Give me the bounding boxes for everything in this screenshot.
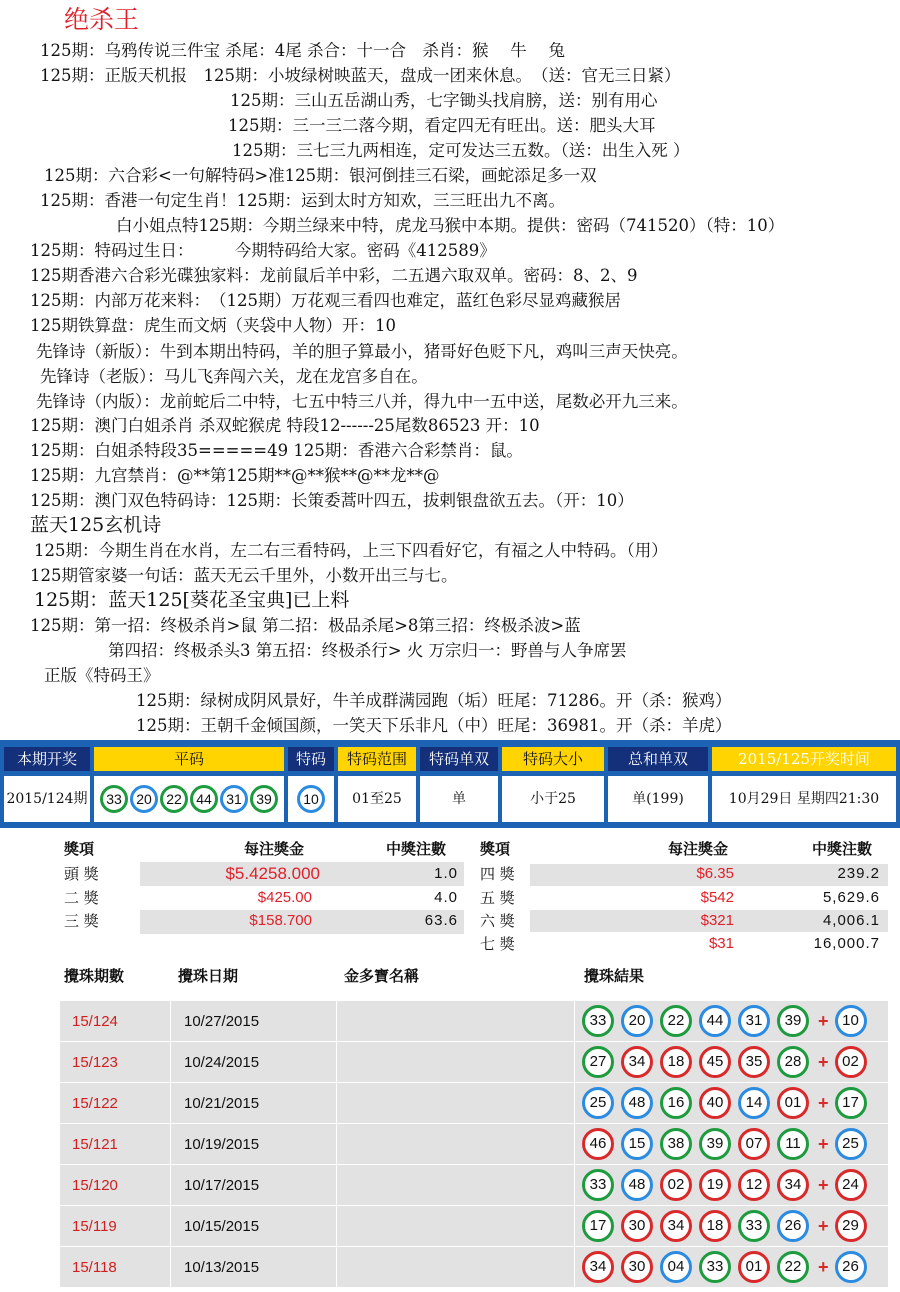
- result-ball: 35: [738, 1046, 770, 1078]
- prize-count: 16,000.7: [813, 935, 880, 952]
- prize-header: 中獎注數: [386, 840, 447, 858]
- history-header: 金多寶名稱: [344, 967, 420, 985]
- result-ball: 18: [699, 1210, 731, 1242]
- prize-name: 頭 獎: [64, 865, 99, 883]
- draw-result: [582, 1251, 874, 1283]
- result-ball: 33: [699, 1251, 731, 1283]
- tip-line: 125期：乌鸦传说三件宝 杀尾：4尾 杀合：十一合 杀肖：猴 牛 兔: [40, 41, 565, 60]
- number-ball: 33: [100, 785, 128, 813]
- draw-period: 15/124: [72, 1013, 118, 1030]
- prize-header: 每注獎金: [244, 840, 305, 858]
- draw-date: 10/15/2015: [184, 1218, 260, 1235]
- result-ball: 48: [621, 1087, 653, 1119]
- result-ball: 33: [738, 1210, 770, 1242]
- result-ball: 34: [777, 1169, 809, 1201]
- number-ball: 44: [190, 785, 218, 813]
- draw-period: 15/121: [72, 1136, 118, 1153]
- result-ball: 01: [738, 1251, 770, 1283]
- draw-period: 15/123: [72, 1054, 118, 1071]
- plus-sign: +: [818, 1215, 829, 1236]
- tip-line: 125期香港六合彩光碟独家料：龙前鼠后羊中彩，二五遇六取双单。密码：8、2、9: [30, 266, 638, 285]
- tip-line: 第四招：终极杀头3 第五招：终极杀行> 火 万宗归一：野兽与人争席罢: [108, 641, 627, 660]
- number-ball: 20: [130, 785, 158, 813]
- draw-date: 10/24/2015: [184, 1054, 260, 1071]
- tip-line: 白小姐点特125期：今期兰绿来中特，虎龙马猴中本期。提供：密码（741520）（特：10）: [116, 216, 785, 235]
- prize-count: 4,006.1: [822, 912, 880, 929]
- prize-name: 二 獎: [64, 889, 99, 907]
- tip-line: 125期：三七三九两相连，定可发达三五数。（送：出生入死 ）: [232, 141, 690, 160]
- tip-line: 125期：三一三二落今期，看定四无有旺出。送：肥头大耳: [228, 116, 656, 135]
- prize-count: 1.0: [434, 865, 458, 882]
- regular-numbers: [94, 776, 284, 822]
- draw-date: 10/27/2015: [184, 1013, 260, 1030]
- result-ball: 11: [777, 1128, 809, 1160]
- draw-time-value: 10月29日 星期四21:30: [712, 776, 896, 822]
- prize-amount: $158.700: [249, 912, 312, 929]
- table-row: [60, 1082, 888, 1123]
- prize-row: [0, 933, 900, 955]
- draw-result: [582, 1046, 874, 1078]
- number-ball: 22: [160, 785, 188, 813]
- tip-line: 125期：内部万花来料： （125期）万花观三看四也难定，蓝红色彩尽显鸡藏猴居: [30, 291, 621, 310]
- header-current-draw: 本期开奖: [4, 747, 90, 771]
- big-small-value: 小于25: [502, 776, 604, 822]
- prize-amount: $31: [708, 935, 734, 952]
- table-row: [60, 1164, 888, 1205]
- special-ball: 17: [835, 1087, 867, 1119]
- prize-row: [0, 863, 900, 885]
- special-ball: 29: [835, 1210, 867, 1242]
- tip-line: 正版《特码王》: [44, 666, 160, 685]
- history-header: 攪珠結果: [584, 967, 645, 985]
- table-row: [60, 1123, 888, 1164]
- result-ball: 28: [777, 1046, 809, 1078]
- number-ball: 39: [250, 785, 278, 813]
- prize-amount: $542: [700, 889, 734, 906]
- tip-line: 先锋诗（内版）：龙前蛇后二中特，七五中特三八并，得九中一五中送，尾数必开九三来。: [36, 392, 688, 411]
- result-ball: 07: [738, 1128, 770, 1160]
- prize-count: 239.2: [837, 865, 880, 882]
- header-special-number: 特码: [288, 747, 334, 771]
- table-row: [60, 1205, 888, 1246]
- result-ball: 39: [699, 1128, 731, 1160]
- prize-name: 五 獎: [480, 889, 515, 907]
- draw-date: 10/19/2015: [184, 1136, 260, 1153]
- special-ball: 02: [835, 1046, 867, 1078]
- table-row: [60, 1246, 888, 1287]
- tip-line: 125期：正版天机报 125期：小坡绿树映蓝天，盘成一团来休息。 （送：官无三日紧）: [40, 66, 681, 85]
- prize-amount: $5.4258.000: [225, 864, 320, 883]
- result-ball: 14: [738, 1087, 770, 1119]
- draw-date: 10/17/2015: [184, 1177, 260, 1194]
- special-ball: 24: [835, 1169, 867, 1201]
- special-ball: 10: [835, 1005, 867, 1037]
- result-ball: 31: [738, 1005, 770, 1037]
- result-ball: 34: [582, 1251, 614, 1283]
- draw-result: [582, 1005, 874, 1037]
- tip-line: 125期：香港一句定生肖！125期：运到太时方知欢，三三旺出九不离。: [40, 191, 565, 210]
- draw-date: 10/21/2015: [184, 1095, 260, 1112]
- tip-line: 125期：澳门白姐杀肖 杀双蛇猴虎 特段12------25尾数86523 开：10: [30, 416, 540, 435]
- plus-sign: +: [818, 1092, 829, 1113]
- result-ball: 15: [621, 1128, 653, 1160]
- result-ball: 34: [621, 1046, 653, 1078]
- prize-row: [0, 887, 900, 909]
- special-ball: 25: [835, 1128, 867, 1160]
- draw-period: 15/118: [72, 1259, 117, 1276]
- result-ball: 02: [660, 1169, 692, 1201]
- draw-info-bar: [0, 740, 900, 828]
- plus-sign: +: [818, 1256, 829, 1277]
- result-ball: 26: [777, 1210, 809, 1242]
- table-row: [60, 1000, 888, 1041]
- prize-amount: $425.00: [257, 889, 312, 906]
- result-ball: 04: [660, 1251, 692, 1283]
- result-ball: 27: [582, 1046, 614, 1078]
- tip-line: 125期：九宫禁肖：@**第125期**@**猴**@**龙**@: [30, 466, 440, 485]
- prize-header: 獎項: [64, 840, 95, 858]
- result-ball: 44: [699, 1005, 731, 1037]
- draw-period: 15/119: [72, 1218, 117, 1235]
- header-big-small: 特码大小: [502, 747, 604, 771]
- draw-date: 10/13/2015: [184, 1259, 260, 1276]
- special-number: [288, 776, 334, 822]
- header-odd-even: 特码单双: [420, 747, 498, 771]
- result-ball: 01: [777, 1087, 809, 1119]
- history-header: 攪珠日期: [178, 967, 239, 985]
- page-title: 绝杀王: [64, 5, 140, 34]
- draw-period: 15/120: [72, 1177, 118, 1194]
- plus-sign: +: [818, 1174, 829, 1195]
- draw-result: [582, 1128, 874, 1160]
- tip-line: 125期：白姐杀特段35=====49 125期：香港六合彩禁肖：鼠。: [30, 441, 523, 460]
- draw-result: [582, 1087, 874, 1119]
- prize-name: 四 獎: [480, 865, 515, 883]
- prize-name: 七 獎: [480, 935, 515, 953]
- result-ball: 12: [738, 1169, 770, 1201]
- tip-line: 125期管家婆一句话：蓝天无云千里外，小数开出三与七。: [30, 566, 458, 585]
- result-ball: 20: [621, 1005, 653, 1037]
- plus-sign: +: [818, 1051, 829, 1072]
- result-ball: 46: [582, 1128, 614, 1160]
- prize-count: 4.0: [434, 889, 458, 906]
- prize-count: 5,629.6: [822, 889, 880, 906]
- odd-even-value: 单: [420, 776, 498, 822]
- prize-row: [0, 910, 900, 932]
- tip-line: 125期：王朝千金倾国颜，一笑天下乐非凡（中）旺尾：36981。开（杀：羊虎）: [136, 716, 732, 735]
- draw-period: 2015/124期: [4, 776, 90, 822]
- special-ball: 26: [835, 1251, 867, 1283]
- result-ball: 17: [582, 1210, 614, 1242]
- tip-line: 125期：蓝天125[葵花圣宝典]已上料: [34, 589, 350, 611]
- prize-count: 63.6: [424, 912, 458, 929]
- prize-amount: $321: [700, 912, 734, 929]
- draw-result: [582, 1169, 874, 1201]
- prize-name: 六 獎: [480, 912, 515, 930]
- prize-name: 三 獎: [64, 912, 99, 930]
- plus-sign: +: [818, 1010, 829, 1031]
- header-draw-time: 2015/125开奖时间: [712, 747, 896, 771]
- prize-header: 獎項: [480, 840, 511, 858]
- tip-line: 125期：特码过生日： 今期特码给大家。密码《412589》: [30, 241, 496, 260]
- tip-line: 125期：第一招：终极杀肖>鼠 第二招：极品杀尾>8第三招：终极杀波>蓝: [30, 616, 581, 635]
- tip-line: 125期：三山五岳湖山秀，七字锄头找肩膀，送：别有用心: [230, 91, 658, 110]
- header-regular-numbers: 平码: [94, 747, 284, 771]
- draw-period: 15/122: [72, 1095, 118, 1112]
- result-ball: 34: [660, 1210, 692, 1242]
- header-sum-odd-even: 总和单双: [608, 747, 708, 771]
- result-ball: 38: [660, 1128, 692, 1160]
- tip-line: 125期：今期生肖在水肖，左二右三看特码，上三下四看好它，有福之人中特码。（用）: [34, 541, 668, 560]
- tip-line: 125期铁算盘：虎生而文炳（夹袋中人物）开：10: [30, 316, 396, 335]
- result-ball: 18: [660, 1046, 692, 1078]
- tip-line: 先锋诗（老版）：马儿飞奔闯六关，龙在龙宫多自在。: [40, 367, 428, 386]
- result-ball: 33: [582, 1169, 614, 1201]
- result-ball: 45: [699, 1046, 731, 1078]
- result-ball: 30: [621, 1210, 653, 1242]
- result-ball: 48: [621, 1169, 653, 1201]
- history-header: 攪珠期數: [64, 967, 125, 985]
- result-ball: 30: [621, 1251, 653, 1283]
- result-ball: 16: [660, 1087, 692, 1119]
- tip-heading: 蓝天125玄机诗: [30, 514, 162, 536]
- table-row: [60, 1041, 888, 1082]
- special-ball: 10: [297, 785, 325, 813]
- result-ball: 22: [777, 1251, 809, 1283]
- result-ball: 22: [660, 1005, 692, 1037]
- prize-header: 中獎注數: [812, 840, 873, 858]
- plus-sign: +: [818, 1133, 829, 1154]
- header-range: 特码范围: [338, 747, 416, 771]
- number-ball: 31: [220, 785, 248, 813]
- tip-line: 125期：绿树成阴风景好，牛羊成群满园跑（垢）旺尾：71286。开（杀：猴鸡）: [136, 691, 732, 710]
- result-ball: 33: [582, 1005, 614, 1037]
- result-ball: 25: [582, 1087, 614, 1119]
- result-ball: 19: [699, 1169, 731, 1201]
- range-value: 01至25: [338, 776, 416, 822]
- prize-amount: $6.35: [696, 865, 734, 882]
- tip-line: 125期：澳门双色特码诗：125期：长策委蒿叶四五，拔剌银盘欲五去。（开：10）: [30, 491, 634, 510]
- tip-line: 125期：六合彩<一句解特码>准125期：银河倒挂三石梁，画蛇添足多一双: [44, 166, 597, 185]
- draw-result: [582, 1210, 874, 1242]
- result-ball: 39: [777, 1005, 809, 1037]
- result-ball: 40: [699, 1087, 731, 1119]
- prize-header: 每注獎金: [668, 840, 729, 858]
- sum-odd-even-value: 单(199): [608, 776, 708, 822]
- tip-line: 先锋诗（新版）：牛到本期出特码，羊的胆子算最小，猪哥好色贬下凡，鸡叫三声天快亮。: [36, 342, 688, 361]
